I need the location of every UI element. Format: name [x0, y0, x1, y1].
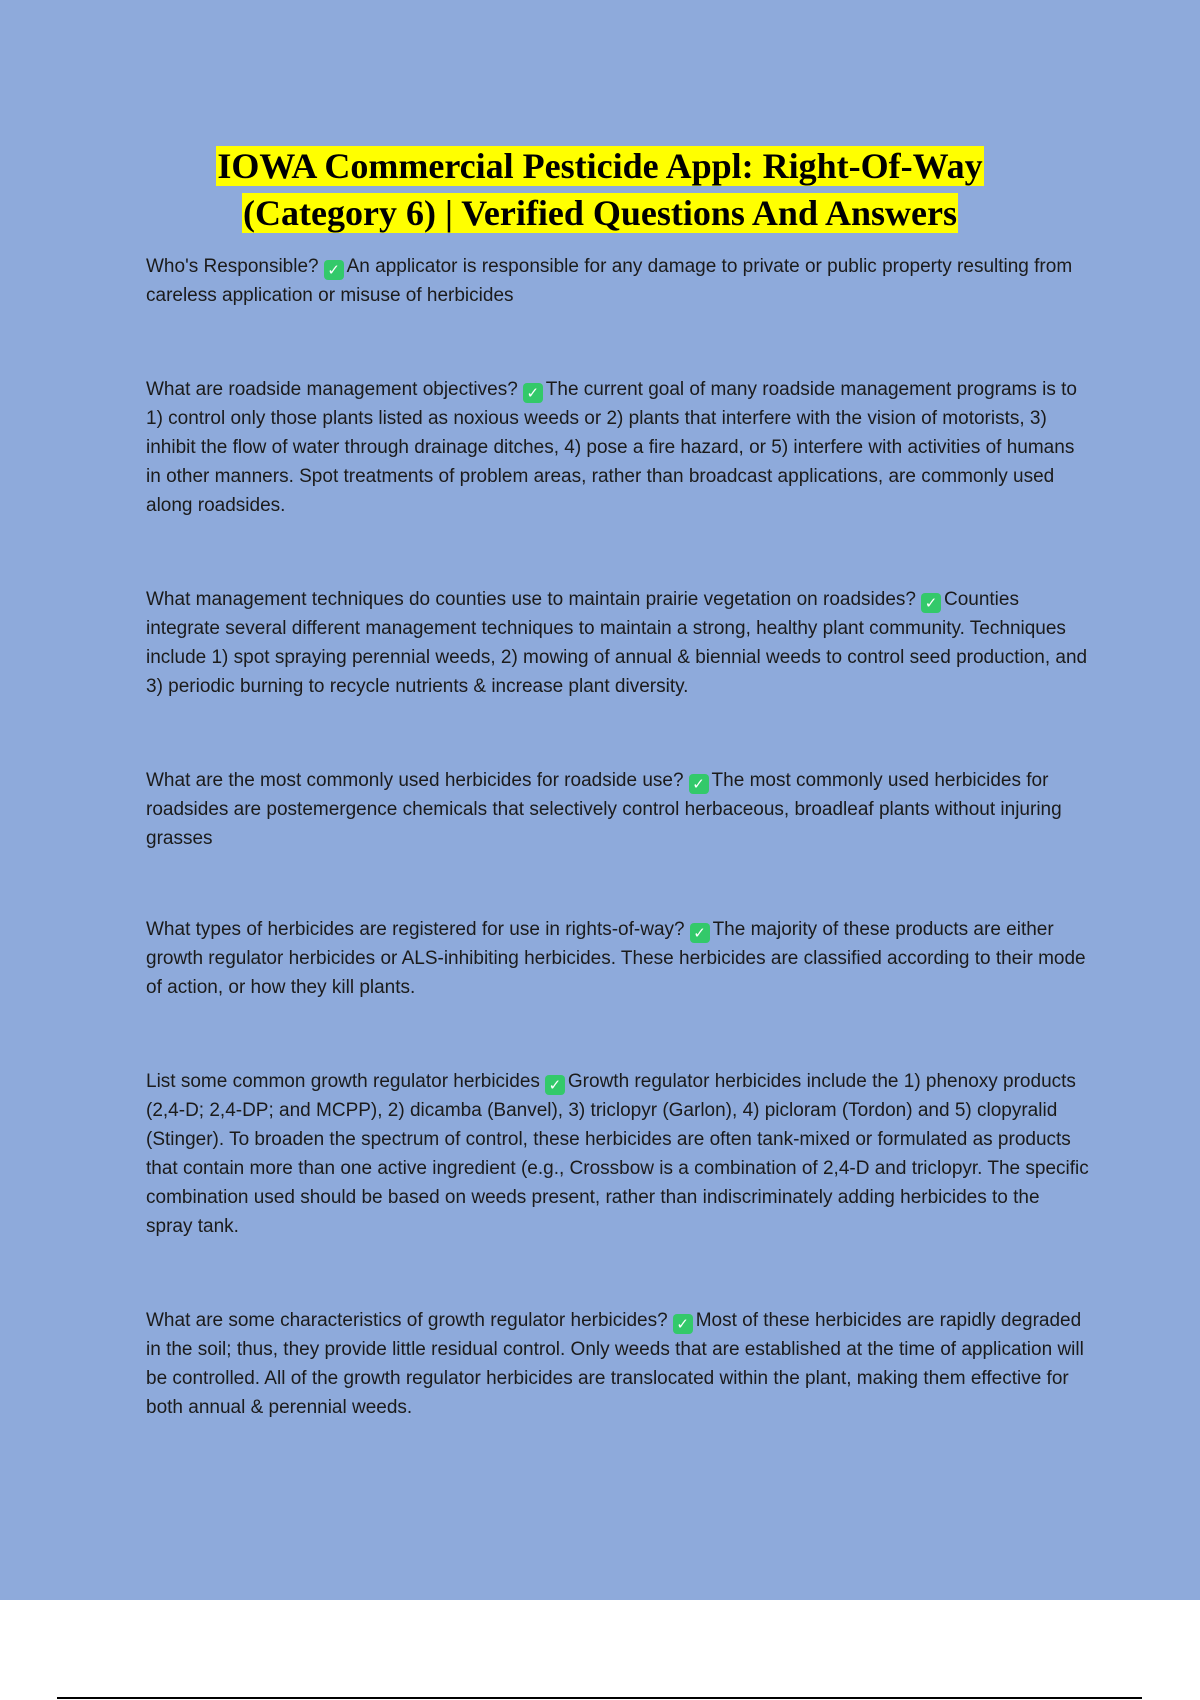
- question-text: Who's Responsible?: [146, 256, 319, 277]
- question-text: What are the most commonly used herbicides for roadside use?: [146, 770, 684, 791]
- question-text: List some common growth regulator herbicides: [146, 1071, 540, 1092]
- answer-text: Most of these herbicides are rapidly degraded in the soil; thus, they provide little residual control. Only weeds that are established at the time of application will be controlled. All of the growth regulator herbicides are translocated within the plant, making them effective for both annual & perennial weeds.: [146, 1310, 1084, 1418]
- question-text: What management techniques do counties use to maintain prairie vegetation on roadsides?: [146, 589, 916, 610]
- question-text: What types of herbicides are registered for use in rights-of-way?: [146, 919, 685, 940]
- answer-text: Counties integrate several different management techniques to maintain a strong, healthy plant community. Techniques include 1) spot spraying perennial weeds, 2) mowing of annual & biennial weeds to control seed production, and 3) periodic burning to recycle nutrients & increase plant diversity.: [146, 589, 1088, 697]
- qa-item: [146, 1067, 1090, 1241]
- check-mark-icon: ✓: [523, 383, 543, 403]
- check-mark-icon: ✓: [921, 593, 941, 613]
- answer-text: The current goal of many roadside management programs is to 1) control only those plants listed as noxious weeds or 2) plants that interfere with the vision of motorists, 3) inhibit the flow of water through drainage ditches, 4) pose a fire hazard, or 5) interfere with activities of humans in other manners. Spot treatments of problem areas, rather than broadcast applications, are commonly used along roadsides.: [146, 379, 1077, 516]
- answer-text: The most commonly used herbicides for roadsides are postemergence chemicals that selectively control herbaceous, broadleaf plants without injuring grasses: [146, 770, 1062, 849]
- qa-item: [146, 252, 1090, 310]
- answer-text: The majority of these products are either growth regulator herbicides or ALS-inhibiting herbicides. These herbicides are classified according to their mode of action, or how they kill plants.: [146, 919, 1086, 998]
- qa-item: [146, 375, 1090, 520]
- answer-text: An applicator is responsible for any damage to private or public property resulting from careless application or misuse of herbicides: [146, 256, 1073, 306]
- qa-item: [146, 585, 1090, 701]
- check-mark-icon: ✓: [689, 774, 709, 794]
- qa-item: [146, 1306, 1090, 1422]
- answer-text: Growth regulator herbicides include the 1) phenoxy products (2,4-D; 2,4-DP; and MCPP), 2) dicamba (Banvel), 3) triclopyr (Garlon), 4) picloram (Tordon) and 5) clopyralid (Stinger). To broaden the spectrum of control, these herbicides are often tank-mixed or formulated as products that contain more than one active ingredient (e.g., Crossbow is a combination of 2,4-D and triclopyr. The specific combination used should be based on weeds present, rather than indiscriminately adding herbicides to the spray tank.: [146, 1071, 1089, 1237]
- qa-item: [146, 766, 1090, 853]
- qa-item: [146, 915, 1090, 1002]
- qa-list: [146, 252, 1090, 1487]
- question-text: What are some characteristics of growth regulator herbicides?: [146, 1310, 668, 1331]
- check-mark-icon: ✓: [324, 260, 344, 280]
- check-mark-icon: ✓: [545, 1075, 565, 1095]
- title-highlight: IOWA Commercial Pesticide Appl: Right-Of-Way (Category 6) | Verified Questions And Answers: [217, 146, 983, 233]
- document-title: [140, 143, 1060, 237]
- question-text: What are roadside management objectives?: [146, 379, 518, 400]
- check-mark-icon: ✓: [673, 1314, 693, 1334]
- check-mark-icon: ✓: [690, 923, 710, 943]
- footer-divider: [57, 1697, 1142, 1699]
